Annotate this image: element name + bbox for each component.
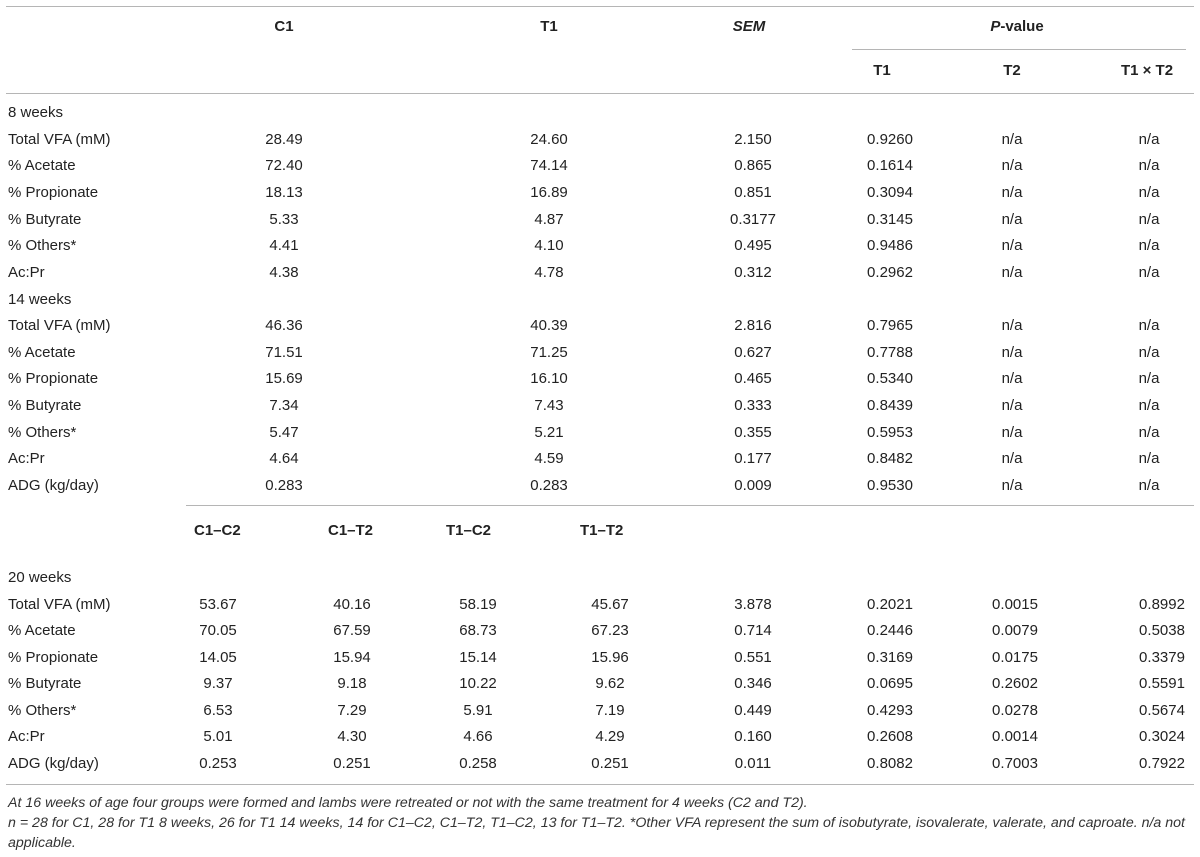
row-label: % Butyrate (8, 675, 82, 692)
col-header-p-t1xt2: T1 × T2 (1120, 62, 1174, 79)
row-label: % Propionate (8, 184, 99, 201)
cell-c1: 28.49 (265, 131, 303, 148)
cell-p-t1xt2: n/a (1138, 131, 1160, 148)
cell-t1: 24.60 (530, 131, 568, 148)
cell-p-t1: 0.0695 (867, 675, 913, 692)
cell-sem: 0.011 (734, 755, 772, 772)
row-label: % Others* (8, 702, 77, 719)
cell-p-t2: 0.0175 (992, 649, 1038, 666)
cell-p-t1: 0.2608 (867, 728, 913, 745)
cell-t1: 7.43 (534, 397, 564, 414)
cell-p-t1: 0.5340 (867, 370, 913, 387)
cell-t1: 16.10 (530, 370, 568, 387)
col-header-p-t2: T2 (1003, 62, 1021, 79)
cell-p-t1xt2: n/a (1138, 397, 1160, 414)
cell-p-t1: 0.7965 (867, 317, 913, 334)
cell-c1-t2: 40.16 (333, 596, 371, 613)
row-label: % Butyrate (8, 211, 82, 228)
cell-sem: 0.160 (734, 728, 772, 745)
cell-c1-c2: 6.53 (203, 702, 233, 719)
cell-sem: 0.355 (734, 424, 772, 441)
cell-p-t1: 0.5953 (867, 424, 913, 441)
sub-header-top-rule (186, 505, 1194, 506)
section-title: 8 weeks (8, 104, 64, 121)
cell-c1: 71.51 (265, 344, 303, 361)
cell-t1: 40.39 (530, 317, 568, 334)
cell-t1-t2: 45.67 (591, 596, 629, 613)
cell-sem: 0.346 (734, 675, 772, 692)
pvalue-p: P (990, 18, 1001, 35)
cell-sem: 0.495 (734, 237, 772, 254)
cell-p-t1xt2: n/a (1138, 450, 1160, 467)
cell-p-t1xt2: n/a (1138, 211, 1160, 228)
cell-p-t1xt2: n/a (1138, 477, 1160, 494)
cell-c1: 5.47 (269, 424, 299, 441)
cell-t1-c2: 15.14 (459, 649, 497, 666)
cell-t1: 74.14 (530, 157, 568, 174)
cell-sem: 0.449 (734, 702, 772, 719)
cell-c1-t2: 67.59 (333, 622, 371, 639)
row-label: % Others* (8, 424, 77, 441)
cell-p-t1xt2: 0.5674 (1139, 702, 1185, 719)
cell-p-t1: 0.1614 (867, 157, 913, 174)
cell-t1-t2: 67.23 (591, 622, 629, 639)
row-label: % Acetate (8, 344, 76, 361)
cell-t1-c2: 5.91 (463, 702, 493, 719)
cell-t1: 4.87 (534, 211, 564, 228)
cell-p-t2: n/a (1001, 370, 1023, 387)
cell-p-t1xt2: 0.3379 (1139, 649, 1185, 666)
row-label: Ac:Pr (8, 728, 45, 745)
cell-p-t1: 0.8482 (867, 450, 913, 467)
cell-p-t1xt2: n/a (1138, 237, 1160, 254)
cell-p-t2: n/a (1001, 211, 1023, 228)
cell-c1: 18.13 (265, 184, 303, 201)
cell-p-t2: 0.0015 (992, 596, 1038, 613)
cell-c1-t2: 4.30 (337, 728, 367, 745)
cell-p-t1xt2: n/a (1138, 184, 1160, 201)
cell-c1: 72.40 (265, 157, 303, 174)
cell-p-t1xt2: n/a (1138, 317, 1160, 334)
cell-p-t2: n/a (1001, 264, 1023, 281)
cell-p-t2: 0.0014 (992, 728, 1038, 745)
cell-p-t1xt2: 0.7922 (1139, 755, 1185, 772)
cell-sem: 0.177 (734, 450, 772, 467)
cell-p-t2: n/a (1001, 184, 1023, 201)
cell-p-t2: n/a (1001, 344, 1023, 361)
row-label: Ac:Pr (8, 264, 45, 281)
cell-p-t1: 0.2446 (867, 622, 913, 639)
cell-sem: 2.816 (734, 317, 772, 334)
cell-p-t1xt2: n/a (1138, 424, 1160, 441)
footnote-2: n = 28 for C1, 28 for T1 8 weeks, 26 for T1 14 weeks, 14 for C1–C2, C1–T2, T1–C2, 13 for T1–T2. *Other VFA represent the sum of isobutyrate, isovalerate, valerate, and caproate. n/a not applicable. (8, 815, 1185, 851)
cell-p-t2: 0.0278 (992, 702, 1038, 719)
row-label: % Propionate (8, 649, 99, 666)
cell-p-t1: 0.7788 (867, 344, 913, 361)
cell-sem: 0.627 (734, 344, 772, 361)
cell-sem: 0.551 (734, 649, 772, 666)
cell-p-t2: 0.2602 (992, 675, 1038, 692)
pvalue-underline (852, 49, 1186, 50)
col-header-p-t1: T1 (873, 62, 891, 79)
cell-t1-t2: 0.251 (591, 755, 629, 772)
cell-c1: 0.283 (265, 477, 303, 494)
cell-p-t2: 0.7003 (992, 755, 1038, 772)
col-header-c1-c2: C1–C2 (194, 522, 241, 539)
cell-c1: 4.41 (269, 237, 299, 254)
cell-p-t2: 0.0079 (992, 622, 1038, 639)
cell-t1-t2: 7.19 (595, 702, 625, 719)
header-bottom-rule (6, 93, 1194, 94)
cell-c1-c2: 53.67 (199, 596, 237, 613)
cell-p-t2: n/a (1001, 477, 1023, 494)
cell-sem: 0.851 (734, 184, 772, 201)
row-label: % Butyrate (8, 397, 82, 414)
cell-sem: 2.150 (734, 131, 772, 148)
col-header-t1-t2: T1–T2 (580, 522, 624, 539)
cell-c1-t2: 15.94 (333, 649, 371, 666)
col-header-c1-t2: C1–T2 (328, 522, 374, 539)
cell-p-t2: n/a (1001, 424, 1023, 441)
cell-t1: 4.59 (534, 450, 564, 467)
cell-t1: 71.25 (530, 344, 568, 361)
cell-p-t1: 0.3145 (867, 211, 913, 228)
col-header-t1: T1 (540, 18, 558, 35)
cell-p-t1xt2: n/a (1138, 264, 1160, 281)
cell-t1-c2: 0.258 (459, 755, 497, 772)
cell-p-t2: n/a (1001, 237, 1023, 254)
table-top-rule (6, 6, 1194, 7)
cell-t1-c2: 58.19 (459, 596, 497, 613)
row-label: Total VFA (mM) (8, 596, 111, 613)
cell-p-t1xt2: 0.5038 (1139, 622, 1185, 639)
cell-p-t2: n/a (1001, 397, 1023, 414)
row-label: ADG (kg/day) (8, 755, 99, 772)
cell-t1: 4.78 (534, 264, 564, 281)
col-header-c1: C1 (274, 18, 294, 35)
cell-t1-c2: 10.22 (459, 675, 497, 692)
cell-sem: 0.333 (734, 397, 772, 414)
cell-p-t1: 0.8439 (867, 397, 913, 414)
cell-p-t2: n/a (1001, 157, 1023, 174)
row-label: ADG (kg/day) (8, 477, 99, 494)
cell-p-t1xt2: n/a (1138, 344, 1160, 361)
row-label: Ac:Pr (8, 450, 45, 467)
cell-p-t1: 0.9530 (867, 477, 913, 494)
row-label: Total VFA (mM) (8, 131, 111, 148)
cell-t1: 0.283 (530, 477, 568, 494)
row-label: % Acetate (8, 157, 76, 174)
cell-sem: 0.312 (734, 264, 772, 281)
cell-c1-c2: 0.253 (199, 755, 237, 772)
cell-c1-t2: 0.251 (333, 755, 371, 772)
cell-p-t2: n/a (1001, 317, 1023, 334)
cell-c1: 46.36 (265, 317, 303, 334)
cell-p-t1xt2: 0.8992 (1139, 596, 1185, 613)
cell-sem: 0.714 (734, 622, 772, 639)
cell-sem: 0.865 (734, 157, 772, 174)
cell-p-t1xt2: 0.3024 (1139, 728, 1185, 745)
row-label: % Others* (8, 237, 77, 254)
cell-t1-c2: 4.66 (463, 728, 493, 745)
cell-sem: 3.878 (734, 596, 772, 613)
cell-p-t1: 0.2962 (867, 264, 913, 281)
cell-t1: 16.89 (530, 184, 568, 201)
footnote-1: At 16 weeks of age four groups were formed and lambs were retreated or not with the same treatment for 4 weeks (C2 and T2). (8, 795, 808, 811)
cell-p-t1xt2: 0.5591 (1139, 675, 1185, 692)
cell-t1: 4.10 (534, 237, 564, 254)
table-bottom-rule (6, 784, 1194, 785)
cell-p-t1: 0.3094 (867, 184, 913, 201)
cell-c1-c2: 70.05 (199, 622, 237, 639)
cell-p-t1xt2: n/a (1138, 157, 1160, 174)
pvalue-rest: -value (1000, 18, 1044, 35)
row-label: % Acetate (8, 622, 76, 639)
cell-p-t1: 0.2021 (867, 596, 913, 613)
section-title: 20 weeks (8, 569, 72, 586)
section-title: 14 weeks (8, 291, 72, 308)
cell-c1: 4.38 (269, 264, 299, 281)
cell-t1: 5.21 (534, 424, 564, 441)
row-label: Total VFA (mM) (8, 317, 111, 334)
cell-p-t1: 0.9486 (867, 237, 913, 254)
cell-t1-t2: 4.29 (595, 728, 625, 745)
cell-p-t1: 0.9260 (867, 131, 913, 148)
col-header-pvalue (990, 18, 1043, 36)
cell-c1-c2: 9.37 (203, 675, 233, 692)
cell-p-t2: n/a (1001, 450, 1023, 467)
cell-c1: 5.33 (269, 211, 299, 228)
cell-p-t2: n/a (1001, 131, 1023, 148)
cell-p-t1: 0.8082 (867, 755, 913, 772)
cell-t1-c2: 68.73 (459, 622, 497, 639)
cell-c1-c2: 5.01 (203, 728, 233, 745)
cell-c1-c2: 14.05 (199, 649, 237, 666)
cell-t1-t2: 9.62 (595, 675, 625, 692)
cell-p-t1: 0.3169 (867, 649, 913, 666)
col-header-t1-c2: T1–C2 (446, 522, 492, 539)
cell-t1-t2: 15.96 (591, 649, 629, 666)
cell-sem: 0.465 (734, 370, 772, 387)
col-header-sem: SEM (732, 18, 766, 35)
cell-p-t1: 0.4293 (867, 702, 913, 719)
cell-c1: 4.64 (269, 450, 299, 467)
cell-c1: 15.69 (265, 370, 303, 387)
cell-p-t1xt2: n/a (1138, 370, 1160, 387)
cell-sem: 0.009 (734, 477, 772, 494)
cell-c1-t2: 7.29 (337, 702, 367, 719)
cell-c1-t2: 9.18 (337, 675, 367, 692)
cell-sem: 0.3177 (730, 211, 776, 228)
row-label: % Propionate (8, 370, 99, 387)
cell-c1: 7.34 (269, 397, 299, 414)
